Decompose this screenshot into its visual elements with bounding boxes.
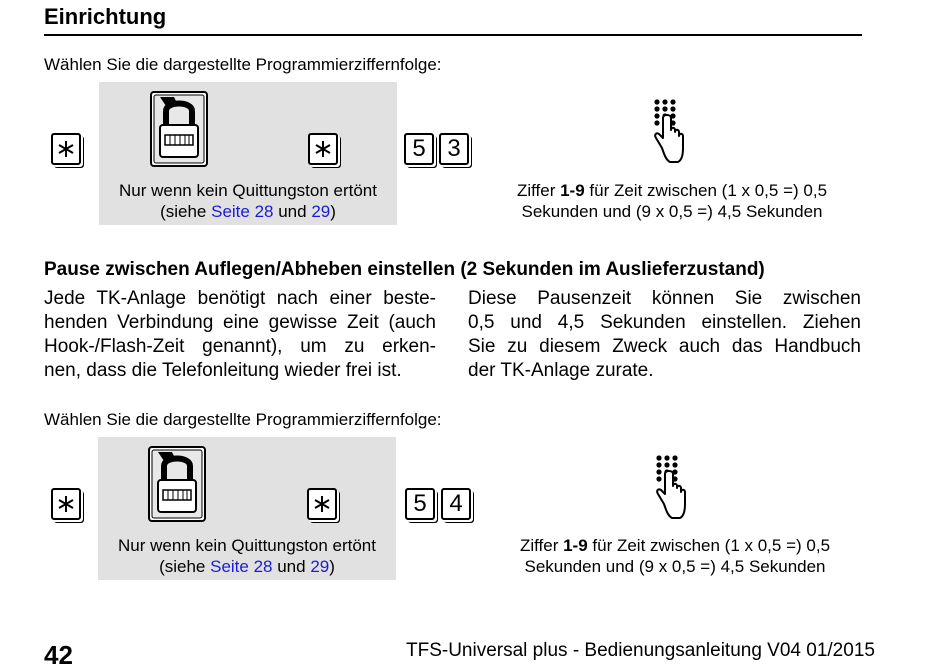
ziffer-line2: Sekunden und (9 x 0,5 =) 4,5 Sekunden (521, 202, 823, 221)
star-key-icon (57, 140, 75, 158)
page-link-28[interactable]: Seite 28 (210, 557, 273, 576)
digit-key-5: 5 (404, 133, 434, 165)
ziffer-line2: Sekunden und (9 x 0,5 =) 4,5 Sekunden (524, 557, 826, 576)
star-key-2 (308, 133, 338, 165)
keypad-hand-icon (654, 454, 688, 522)
star-key-icon (313, 495, 331, 513)
ziffer-info-1 (472, 180, 872, 222)
lock-note-1 (99, 180, 397, 222)
instruction-text-2: Wählen Sie die dargestellte Programmierziffernfolge: (44, 410, 442, 429)
left-column-text: Jede TK-Anlage benötigt nach einer beste- henden Verbindung eine gewisse Zeit (auch Hook-/Flash-Zeit genannt), um zu erken- nen, dass die Telefonleitung wieder frei ist. (44, 288, 436, 381)
ziffer-line1: Ziffer 1-9 für Zeit zwischen (1 x 0,5 =) 0,5 (516, 181, 828, 200)
instruction-text-1: Wählen Sie die dargestellte Programmierziffernfolge: (44, 55, 442, 74)
digit-key-4: 4 (441, 488, 471, 520)
star-key-4 (307, 488, 337, 520)
star-key-icon (314, 140, 332, 158)
lock-note-2 (98, 535, 396, 577)
padlock-icon (148, 446, 206, 522)
ziffer-info-2 (475, 535, 875, 577)
page-link-29[interactable]: 29 (310, 557, 330, 576)
lock-note-line2: (siehe Seite 28 und 29) (159, 557, 335, 576)
lock-note-line1: Nur wenn kein Quittungston ertönt (118, 536, 376, 555)
lock-note-line2: (siehe Seite 28 und 29) (160, 202, 336, 221)
page-number: 42 (44, 640, 73, 670)
right-column-text: Diese Pausenzeit können Sie zwischen 0,5 und 4,5 Sekunden einstellen. Ziehen Sie zu diesem Zweck auch das Handbuch der TK-Anlage zurate. (468, 288, 861, 381)
star-key-icon (57, 495, 75, 513)
ziffer-line1: Ziffer 1-9 für Zeit zwischen (1 x 0,5 =) 0,5 (519, 536, 831, 555)
digit-key-3: 3 (439, 133, 469, 165)
page-link-28[interactable]: Seite 28 (211, 202, 274, 221)
title-underline (44, 34, 862, 36)
section-heading-pause: Pause zwischen Auflegen/Abheben einstellen (2 Sekunden im Auslieferzustand) (44, 259, 765, 280)
page-title: Einrichtung (44, 4, 167, 29)
lock-note-line1: Nur wenn kein Quittungston ertönt (119, 181, 377, 200)
keypad-hand-icon (652, 98, 686, 166)
page-link-29[interactable]: 29 (311, 202, 331, 221)
star-key-1 (51, 133, 81, 165)
star-key-3 (51, 488, 81, 520)
padlock-icon (150, 91, 208, 167)
digit-key-5b: 5 (405, 488, 435, 520)
footer-text: TFS-Universal plus - Bedienungsanleitung V04 01/2015 (406, 640, 875, 661)
